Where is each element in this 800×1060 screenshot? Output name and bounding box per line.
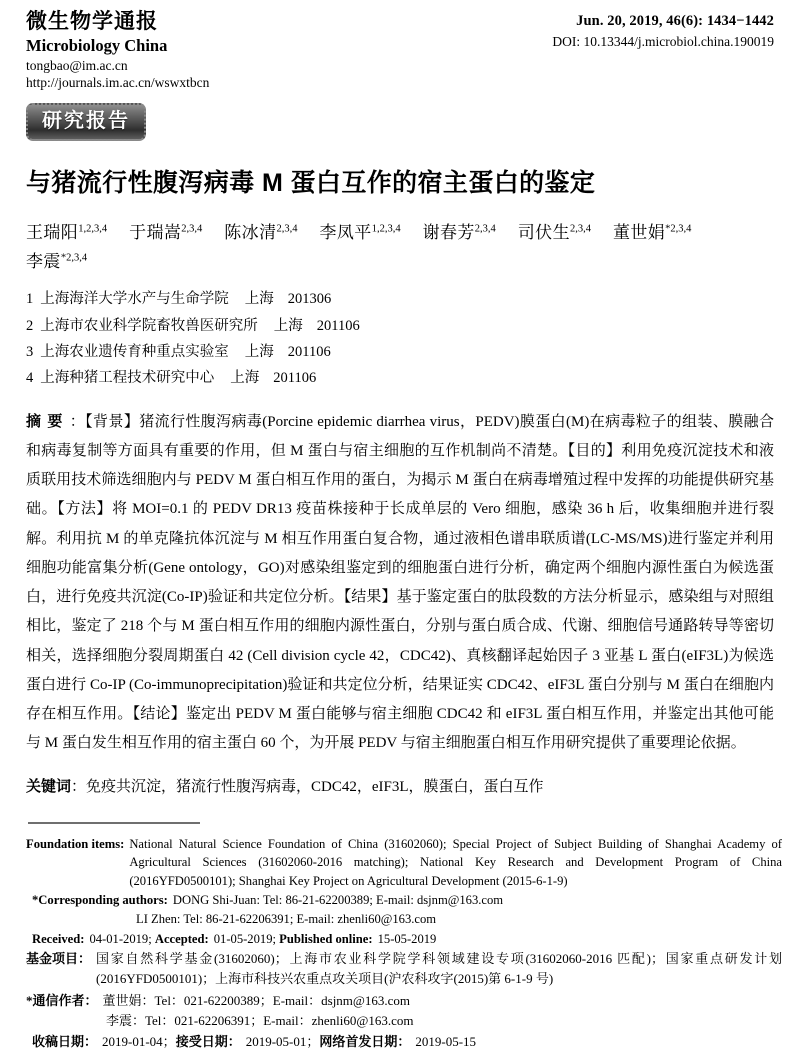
corresponding-author-2: LI Zhen: Tel: 86-21-62206391; E-mail: zhenli60@163.com [136,912,437,927]
author-entry [613,223,691,242]
corresponding-authors-note [26,891,782,928]
published-online-label: Published online: [279,931,373,946]
affiliation-number: 3 [26,343,34,360]
keywords-section [26,773,774,802]
footnote-divider [28,822,200,824]
corresponding-chinese-1: 董世娟：Tel：021-62200389；E-mail：dsjnm@163.com [102,992,411,1008]
author-entry [518,223,591,242]
journal-title-chinese: 微生物学通报 [26,9,158,33]
author-affiliation-superscript: 2,3,4 [276,223,298,235]
abstract-colon: ： [69,413,86,430]
article-title: 与猪流行性腹泻病毒 M 蛋白互作的宿主蛋白的鉴定 [26,169,596,198]
published-online-value: 15-05-2019 [377,931,437,946]
masthead [0,0,800,91]
author-list [26,218,774,278]
received-label: Received: [32,931,85,946]
author-name: 谢春芳 [422,222,475,242]
author-entry [26,223,107,242]
foundation-items-note [26,835,782,891]
footnotes-section [0,822,800,1052]
abstract-label: 摘要 [26,413,69,430]
article-category-badge: 研究报告 [26,103,146,141]
author-affiliation-superscript: *2,3,4 [665,223,692,235]
corresponding-author-1: DONG Shi-Juan: Tel: 86-21-62200389; E-mail: dsjnm@163.com [172,893,504,908]
affiliation-organization: 上海海洋大学水产与生命学院 [40,291,229,308]
corresponding-chinese-2: 李震：Tel：021-62206391；E-mail：zhenli60@163.com [106,1012,414,1028]
accepted-label: Accepted: [154,931,209,946]
author-affiliation-superscript: *2,3,4 [60,252,88,264]
doi-line[interactable]: DOI: 10.13344/j.microbiol.china.190019 [552,34,774,50]
published-label-chinese: 网络首发日期： [319,1033,411,1049]
corresponding-authors-label: *Corresponding authors: [32,893,168,908]
publication-dates-note-en [26,930,782,949]
fund-text-chinese: 国家自然科学基金(31602060)；上海市农业科学院学科领域建设专项(31602060-2016 匹配)；国家重点研发计划(2016YFD0500101)；上海市科技兴农重点攻关项目(沪农科攻字(2015)第 6-1-9 号) [96,951,782,987]
author-name: 李凤平 [319,222,372,242]
foundation-items-text: National Natural Science Foundation of China (31602060); Special Project of Subject Building of Shanghai Academy of Agricultural Sciences (31602060-2016 matching); National Key Research and Development Program of China (2016YFD0500101); Shanghai Key Project on Agricultural Development (2015-6-1-9) [129,836,782,888]
affiliation-organization: 上海农业遗传育种重点实验室 [40,343,229,360]
affiliation-number: 2 [26,317,34,334]
journal-url[interactable]: http://journals.im.ac.cn/wswxtbcn [26,74,210,90]
affiliation-list [26,286,774,392]
author-entry [423,223,496,242]
corresponding-note-chinese [26,991,782,1031]
affiliation-postcode: 201106 [273,370,317,387]
author-entry [319,223,400,242]
affiliation-row [26,313,774,339]
affiliation-organization: 上海种猪工程技术研究中心 [40,370,215,387]
author-name: 司伏生 [517,222,570,242]
affiliation-city: 上海 [273,317,303,334]
author-name: 李震 [26,252,61,272]
foundation-items-label: Foundation items: [26,836,125,851]
author-affiliation-superscript: 1,2,3,4 [371,223,401,235]
abstract-text: 【背景】猪流行性腹泻病毒(Porcine epidemic diarrhea virus，PEDV)膜蛋白(M)在病毒粒子的组装、膜融合和病毒复制等方面具有重要的作用，但 M 蛋白与宿主细胞的互作机制尚不清楚。【目的】利用免疫沉淀技术和液质联用技术筛选细胞内与 PEDV M 蛋白相互作用的蛋白，为揭示 M 蛋白在病毒增殖过程中发挥的功能提供研究基础。【方法】将 MOI=0.1 的 PEDV DR13 疫苗株接种于长成单层的 Vero 细胞，感染 36 h 后，收集细胞并进行裂解。利用抗 M 的单克隆抗体沉淀与 M 相互作用蛋白复合物，通过液相色谱串联质谱(LC-MS/MS)进行鉴定并利用细胞功能富集分析(Gene ontology，GO)对感染组鉴定到的细胞蛋白进行分析，确定两个细胞内源性蛋白为候选蛋白，进行免疫共沉淀(Co-IP)验证和共定位分析。【结果】基于鉴定蛋白的肽段数的方法分析显示，感染组与对照组相比，鉴定了 218 个与 M 蛋白相互作用的细胞内源性蛋白，分别与蛋白质合成、代谢、细胞信号通路转导等密切相关，选择细胞分裂周期蛋白 42 (Cell division cycle 42，CDC42)、真核翻译起始因子 3 亚基 L 蛋白(eIF3L)为候选蛋白进行 Co-IP (Co-immunoprecipitation)验证和共定位分析，结果证实 CDC42、eIF3L 蛋白分别与 M 蛋白在细胞内存在相互作用。【结论】鉴定出 PEDV M 蛋白能够与宿主细胞 CDC42 和 eIF3L 蛋白相互作用，并鉴定出其他可能与 M 蛋白发生相互作用的宿主蛋白 60 个，为开展 PEDV 与宿主细胞蛋白相互作用研究提供了重要理论依据。 [26,413,774,752]
affiliation-row [26,286,774,312]
affiliation-number: 1 [26,291,34,308]
affiliation-organization: 上海市农业科学院畜牧兽医研究所 [40,317,258,334]
author-entry [224,223,297,242]
author-name: 董世娟 [612,222,666,242]
affiliation-postcode: 201306 [287,291,332,308]
journal-email[interactable]: tongbao@im.ac.cn [26,57,128,73]
affiliation-city: 上海 [244,291,274,308]
keywords-text: 免疫共沉淀，猪流行性腹泻病毒，CDC42，eIF3L，膜蛋白，蛋白互作 [86,778,544,795]
masthead-right [552,8,782,52]
affiliation-row [26,339,774,365]
affiliation-row [26,365,774,391]
author-entry [26,252,87,271]
author-affiliation-superscript: 1,2,3,4 [78,223,108,235]
abstract-section [26,408,774,759]
issue-citation: Jun. 20, 2019, 46(6): 1434−1442 [576,13,774,29]
author-affiliation-superscript: 2,3,4 [569,223,591,235]
received-label-chinese: 收稿日期： [32,1033,98,1049]
affiliation-city: 上海 [230,370,260,387]
corresponding-label-chinese: *通信作者： [26,992,98,1008]
masthead-left [26,8,209,91]
journal-title-english: Microbiology China [26,36,168,56]
affiliation-postcode: 201106 [287,343,331,360]
accepted-value: 01-05-2019; [213,931,276,946]
author-name: 于瑞嵩 [129,222,182,242]
published-value-chinese: 2019-05-15 [415,1033,477,1049]
affiliation-number: 4 [26,370,34,387]
received-value: 04-01-2019; [89,931,152,946]
accepted-value-chinese: 2019-05-01； [245,1033,320,1049]
author-entry [129,223,202,242]
fund-label-chinese: 基金项目： [26,951,92,967]
affiliation-postcode: 201106 [316,317,360,334]
author-affiliation-superscript: 2,3,4 [181,223,203,235]
fund-note-chinese [26,949,782,989]
category-badge-container [0,91,800,141]
received-value-chinese: 2019-01-04； [102,1033,176,1049]
affiliation-city: 上海 [244,343,274,360]
publication-dates-note-chinese [26,1032,782,1052]
accepted-label-chinese: 接受日期： [175,1033,241,1049]
author-affiliation-superscript: 2,3,4 [474,223,496,235]
author-name: 陈冰清 [224,222,277,242]
author-name: 王瑞阳 [26,222,79,242]
keywords-label: 关键词 [26,778,72,795]
keywords-colon: ： [71,778,87,795]
